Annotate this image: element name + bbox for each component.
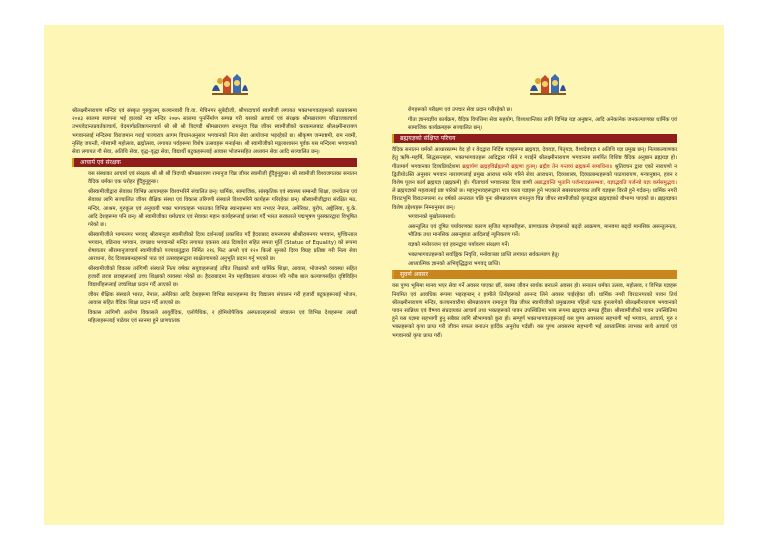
section-heading-golden-opportunity: सुवर्ण अवसर xyxy=(392,270,677,279)
acharya-paragraph-6: विकास तरंगिणी आरोग्य विकासले आयुर्वेदिक, एलोपैथिक, र होमियोपैथिक अस्पतालहरूको संचालन एवं विभिन्न देशहरूमा लाखौं महिलाहरूलाई पाठेघर एवं स्तनमा हुने प्राणघातक xyxy=(88,309,357,325)
deity-emblem-icon xyxy=(210,69,250,99)
objective-item: भक्तभागवतहरूको सर्वाङ्गिक निवृत्ति, मनोवाञ्छा प्राप्ति लगायत सर्वकल्याण हेतु। xyxy=(408,251,560,258)
right-column xyxy=(392,106,677,508)
objective-item: यज्ञको मनोरञ्जन एवं हवनद्वारा पर्यावरण संरक्षण गर्ने। xyxy=(408,241,510,248)
objective-item: भगवानको मुखोल्लासार्थ। xyxy=(408,214,456,221)
brochure-page xyxy=(44,25,724,525)
acharya-paragraph-2: श्रीस्वामीजीद्वारा सेवाका विभिन्न आयामहरू विश्वभरिनै संचालित छन्। धार्मिक, सामाजिक, सांस्कृतिक एवं स्वास्थ्य सम्बन्धी शिक्षा, जनचेतना एवं सेवाका लागि सञ्चालित जीयर शैक्षिक संस्था एवं विकास तरिंगणी संस्थाले विश्वभरिनै कार्यहरू गरिरहेका छन्। श्रीस्वामीजीद्वारा संरक्षित मठ, मन्दिर, आश्रम, गुरुकुल एवं अनुयायी भक्त भागवतहरू भारतका विभिन्न स्थानहरूमा मात्र नभएर नेपाल, अमेरिका, युरोप, अष्ट्रेलिया, यु.के. आदि देशहरूमा पनि छन्। श्री स्वामीजीका धर्मप्रचार एवं सेवाका महान कार्यहरूलाई प्रशंसा गर्दै भारत सरकारले पद्मभूषण पुरस्कारद्वारा विभूषित गरेको छ। xyxy=(88,189,357,228)
section-heading-acharya: आचार्य एवं संरक्षक xyxy=(72,158,357,167)
intro-paragraph: श्रीलक्ष्मीनारायण मन्दिर एवं संस्कृत गुरुकुलम् कञ्चनवारी वि.वा. मेचिनगर सुबेदीजी, श्रीपादाचार्य स्वामीजी लगायत भक्तभागवतहरूको सत्प्रयासमा २०४३ सालमा स्थापना भई हालको नव मन्दिर २०७५ सालमा पुनर्निर्माण सम्पन्न गरी यसको आचार्य एवं संरक्षक श्रीमन्नारायण परिव्राजकाचार्य उभयवेदान्तप्रवर्तकाचार्य, वेदमार्गप्रतिष्ठापनाचार्य श्री श्री श्री त्रिदण्डी श्रीमन्नारायण रामानुज चिन्न जीयर स्वामीजीको करकमलबाट श्रीलक्ष्मीनारायण भगवानलाई मन्दिरमा विराजमान गराई पाञ्चरात्र आगम विधानअनुसार भगवानको नित्य सेवा आयोजना भइरहेको छ। श्रीकृष्ण जन्माष्टमी, राम नवमी, नृसिंह जयन्ती, गोस्वामी महोत्सव, ब्रह्मोत्सव, लगायत पर्वहरूमा विशेष उत्सवहरू मनाईन्छ। श्री स्वामीजीको मङ्गलाशासन पूर्वक यस मन्दिरमा भगवानको सेवा लगायत गौ सेवा, अतिथि सेवा, वृद्ध–वृद्धा सेवा, विद्यार्थी बटुकहरूलाई आवास भोजनसहित अध्ययन सेवा आदि सञ्चालित छन्। xyxy=(72,108,357,156)
objective-item: आध्यात्मिक ज्ञानको अभिवृद्धिद्वारा भगवद् प्राप्ति। xyxy=(408,261,501,268)
brahmayagya-text-end: ले ब्रह्मयज्ञको महत्वलाई प्रष्ट पारेको छ। महानुभावहरूद्वारा मात्र यस्ता यज्ञहरू हुने भएकाले सबसाधारणका लागि यज्ञहरू विरलै हुने गर्दछन्। धार्मिक नगरी विराटभूमि विराटनगरमा २४ वर्षको अन्तराल पछि पुनः श्रीमन्नारायण रामानुज चिन्न जीयर स्वामीजीको कृपाद्वारा ब्रह्मयज्ञको यौभाग्य पाएको छ। ब्रह्मयज्ञका विशेष उद्देश्यहरू निम्नानुसार छन्। xyxy=(392,188,677,211)
deity-emblem-icon xyxy=(528,69,568,99)
golden-opportunity-paragraph: यस पुण्य भूमिमा मानव भएर सेवा गर्ने अवसर पाएका छौं, यसमा जीवन सार्थक बनाउने अवसर हो। सनातन धर्मका उत्सव, महोत्सव, र विभिन्न यज्ञहरू नियमित एवं आवधिक रूपमा भइरहन्छन् र हामीले तिनीहरूको आनन्द लिने अवसर पाईरहेका छौं। धार्मिक नगरी विराटनगरको पावन तिर्थ श्रीलक्ष्मीनारायण मन्दिर, कञ्चनवारीमा श्रीमन्नारायण रामानुज चिन्न जीयर स्वामीजीको प्रमुखत्वमा पहिलो पटक हुनलागेको श्रीलक्ष्मीनारायण भगवानको पावन सान्निध्य एवं वैष्णव संप्रदायका आचार्य तथा भक्तहरूको पावन उपस्थितिमा भव्य रूपमा ब्रह्मयज्ञ सम्पन्न हुँदैछ। श्रीस्वामीजीको पावन उपस्थितिमा हुने यस यज्ञमा सहभागी हुनु सबैका लागि सौभाग्यको कुरा हो। सम्पूर्ण भक्तभागवतहरूलाई यस पुण्य अवसरमा सहभागी भई भगवान, आचार्य, गुरु र भक्तहरूको कृपा प्राप्त गरी जीवन सफल बनाउन हार्दिक अनुरोध गर्दछौं। यस पुण्य अवसरमा सहभागी भई आध्यात्मिक लाभका साथै आचार्य एवं भगवानको कृपा प्राप्त गरौं। xyxy=(392,283,677,339)
deity-emblem-left xyxy=(210,67,250,101)
brahmayagya-text-start: वैदिक सनातन धर्मको आधारस्तम्भ वेद हो र वेदद्वारा निर्दिष्ट यज्ञहरूमा ब्रह्मयज्ञ, देवयज्ञ, पितृयज्ञ, वैश्वदेवयज्ञ र अतिथि यज्ञ प्रमुख छन्। नित्यकल्याणका हेतु ऋषि–महर्षि, सिद्धसन्तहरू, भक्तभागवतहरू आदिद्वारा गरिने र गराईने श्रीलक्ष्मीनारायण भगवानमा समर्पित विशिष्ट वैदिक अनुष्ठान ब्रह्मयज्ञ हो। गीतामार्ग भगवानका दिव्यप्रियदेशमा xyxy=(392,147,677,170)
section-heading-brahmayagya: ब्रह्मयज्ञको संक्षिप्त परिचय xyxy=(392,134,677,143)
acharya-paragraph-4: श्रीस्वामीजीको विकास तरंगिणी संस्थाले नित्य वर्षका सयुवाहरूलाई उचित शिक्षाको साथै धार्मिक शिक्षा, आवास, भोजनको व्यवस्था सहित हजारौं छात्रा छात्रहरूलाई उच्च शिक्षाको व्यवस्था गरेको छ। हैदराबादमा नेत्र महाविद्यालय संचालन गरि गरीब बाल कल्याणसहित दृष्टिविहिन विद्यार्थीहरूलाई उच्चशिक्षा प्रदान गर्दै आएको छ। xyxy=(88,265,357,289)
gita-verse-highlight-2: अन्नाद्भवन्ति भूतानि पर्जन्यादन्नसम्भवः, यज्ञाद्भवति पर्जन्यो यज्ञः कर्मसमुद्भवः। xyxy=(533,179,677,186)
acharya-paragraph-1: यस संस्थाका आचार्य एवं संरक्षक श्री श्री श्री त्रिदण्डी श्रीमन्नारायण रामानुज चिन्न जीयर स्वामीजी हुँदैहुनुहुन्छ। श्री स्वामीजी विश्वजगतका सनातन वैदिक धर्मका एक धरोहर हुँदैहुनुहुन्छ। xyxy=(88,171,357,186)
acharya-paragraph-3: श्रीस्वामीजीले भाग्यनगर भगवद् श्रीरामानुज स्वामीजीको दिव्य दर्शनलाई प्रकाशित गर्दै हैदराबाद रामनगरमा श्रीश्रीरामनगर भगवान, मुच्चिन्ताल भगवान, वडिनाथ भगवान, जगन्नाथ भगवान्को मन्दिर लगायत एकसय आठ दिव्यदेश सहित समता मूर्ति (Statue of Equality) को रूपमा शेषावतार श्रीरामानुजाचार्य स्वामीजीको पञ्चधातुद्वारा निर्मित २१६ फिट अग्लो एवं १२० किलो सुनको दिव्य विग्रह प्रतिष्ठा गरी नित्य सेवा आराधना, वेद दिव्यप्रबन्धहरूको पाठ एवं उत्सवहरूद्वारा साक्षेतगामको अनुभूति प्रदान गर्नु भएको छ। xyxy=(88,231,357,263)
deity-emblem-right xyxy=(528,67,568,101)
brahmayagya-paragraph xyxy=(392,146,677,212)
acharya-paragraph-5: जीयर शैक्षिक संस्थाले भारत, नेपाल, अमेरिका आदि देशहरूमा विभिन्न स्थानहरूमा वेद विद्यालय संचालन गरी हजारौं बटुकहरूलाई भोजन, आवास सहित वैदिक शिक्षा प्रदान गर्दै आएको छ। xyxy=(88,292,357,307)
brahmayagya-text-mid: श्रुतिवचन द्वारा एको नारायणो न द्वितीयोऽस्ति अनुसार भगवान नारायणलाई प्रमुख आराध्य मानेर गरिने सेवा आराधना, दिव्यशास्त्र, दिव्यप्रबन्धहरूको पाठपारायण, मन्त्रानुष्ठान, हवन र विशेष पूजन कार्य ब्रह्मयज्ञ (ब्रह्मकर्म) हो। गीताचार्य भगवानका दिव्य वाणी xyxy=(392,163,677,186)
carry-over-list-item: गीता ज्ञानयज्ञीय कार्यक्रम, वैदिक विपत्तिमा सेवा सहयोग, विश्वशान्तिका लागि विभिन्न यज्ञ अनुष्ठान, आदि अनेकानेक जनकल्याणका धार्मिक एवं सामाजिक कार्यक्रमहरू सञ्चालित छन्। xyxy=(408,116,677,131)
left-column xyxy=(72,107,357,509)
objective-item: असन्तुलित एवं दूषित पर्यावरणका कारण सृजित महामारीहरू, प्राणघातक रोगहरूको बढ्दो आक्रमण, मानवमा बढ्दो मानसिक असन्तुलनता, भौतिक तथा मानसिक असन्तुष्टता आदिलाई न्यूनिकरण गर्ने। xyxy=(408,223,677,239)
gita-verse-highlight: ब्रह्मार्पणं ब्रह्महविर्ब्रह्माग्नौ ब्रह्मणा हुतम्। ब्रह्मैव तेन गन्तव्यं ब्रह्मकर्म समाधिना॥ xyxy=(462,163,613,170)
carry-over-text: रोगहरूको परीक्षण एवं उपचार सेवा प्रदान गरीरहेको छ। xyxy=(408,107,513,113)
